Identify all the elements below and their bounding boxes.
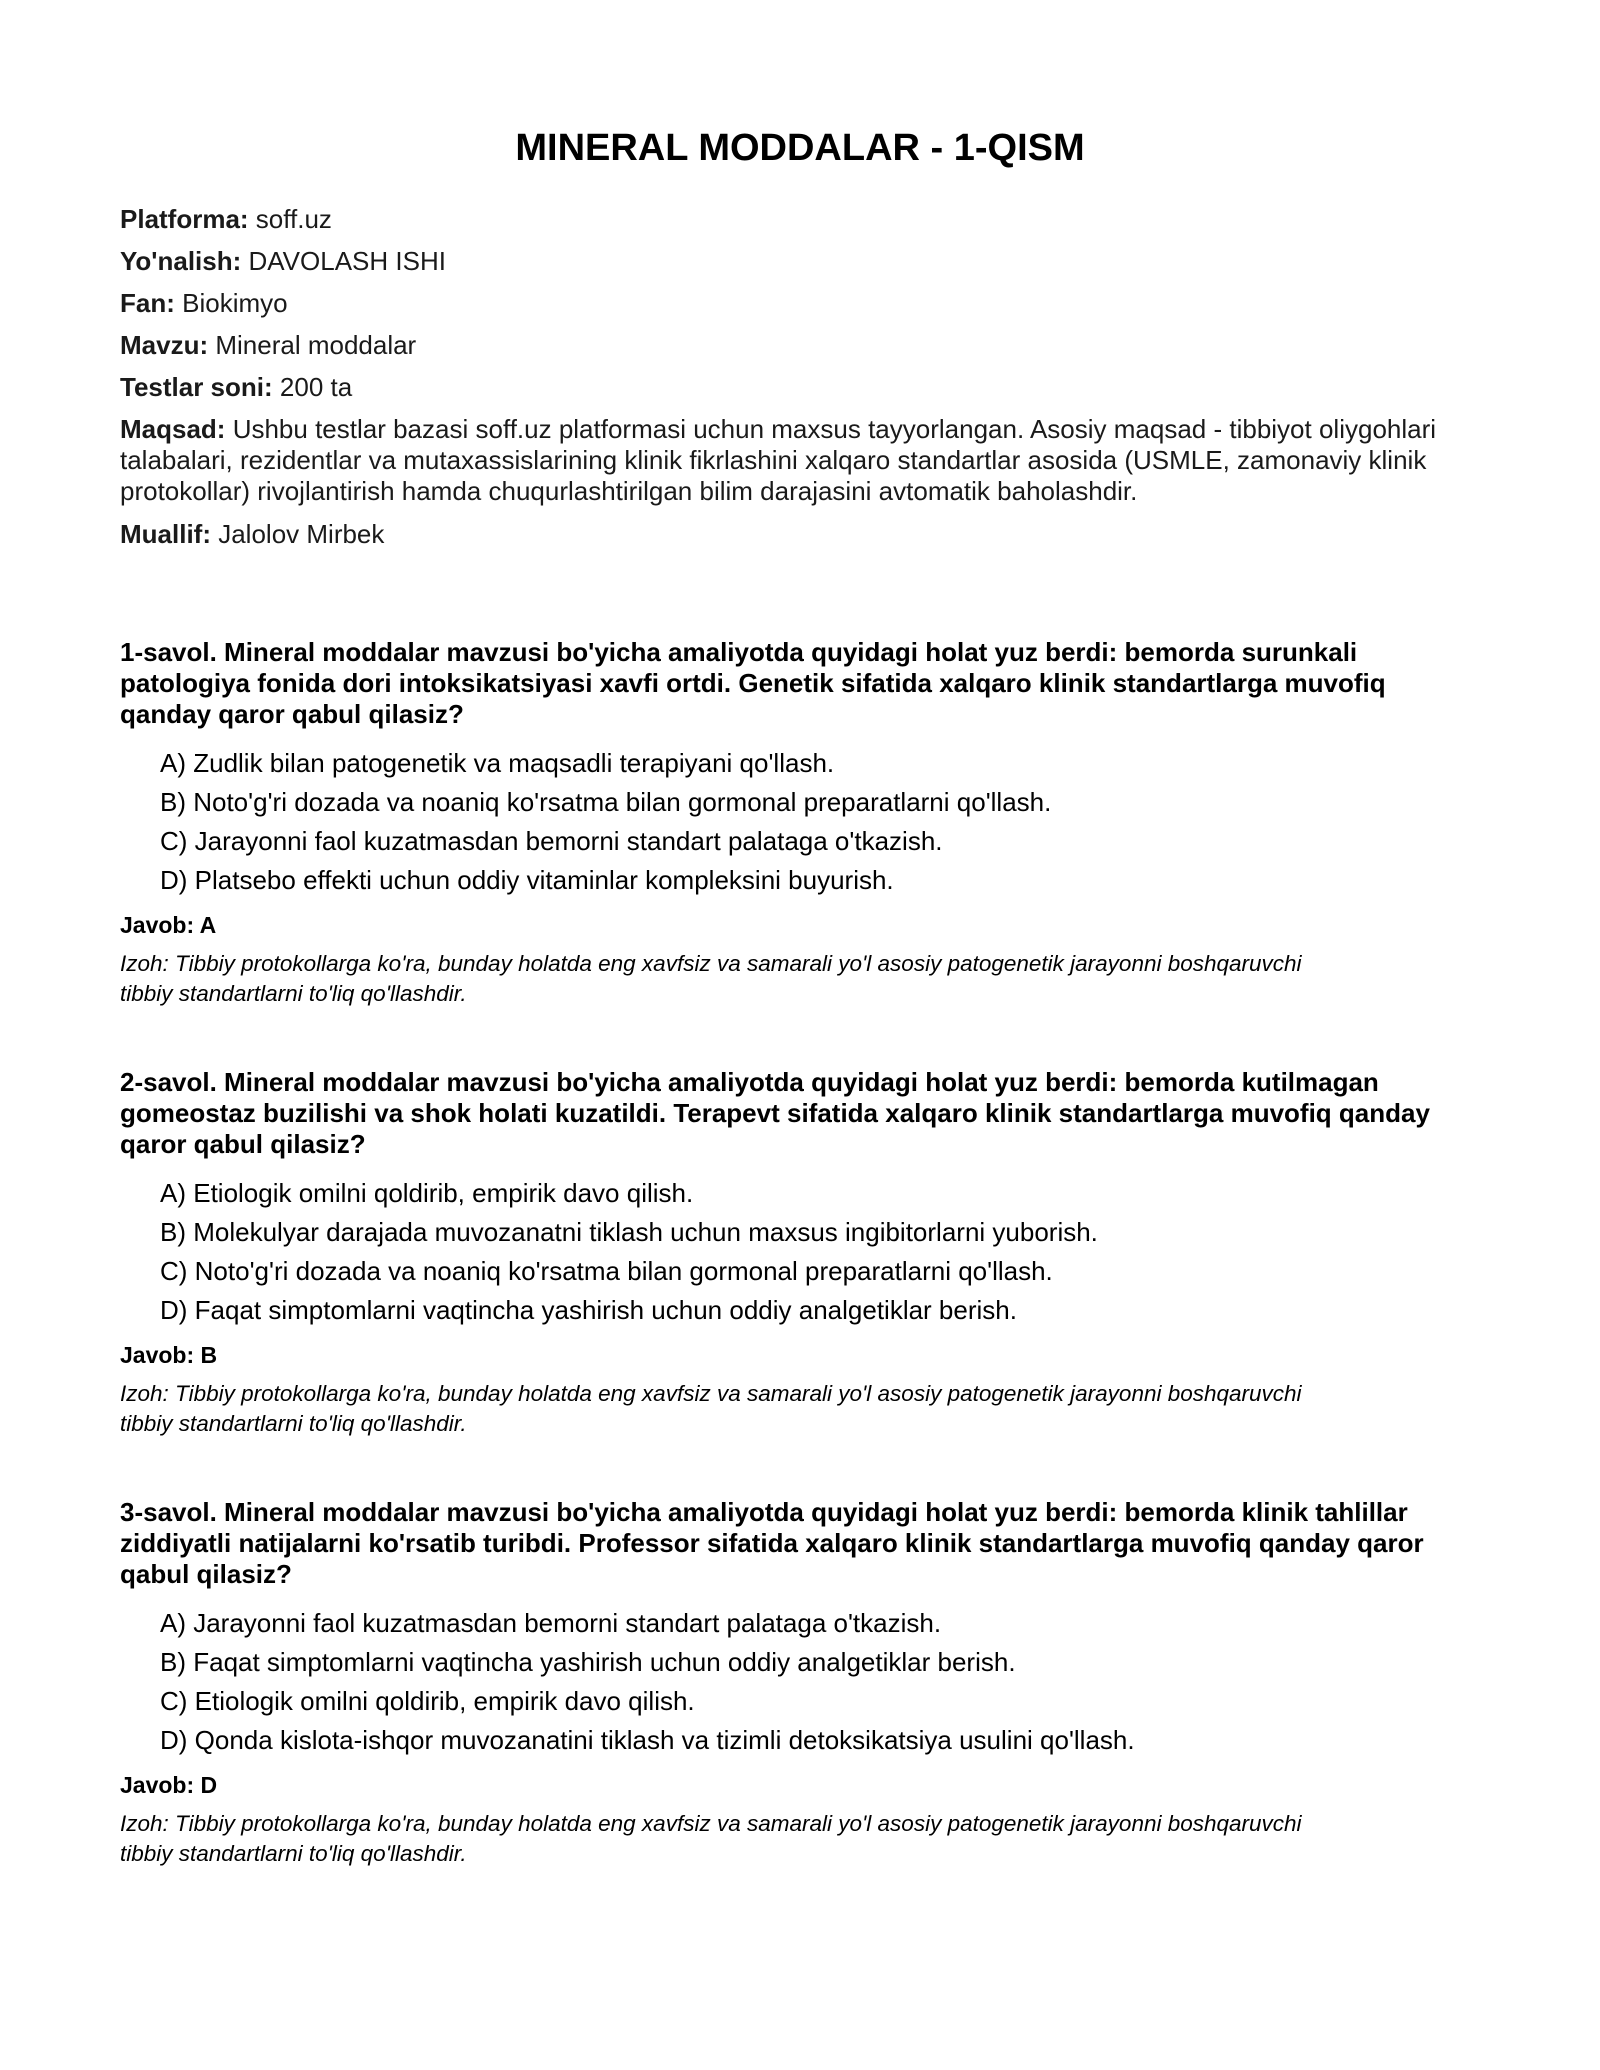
meta-value: DAVOLASH ISHI (241, 246, 446, 276)
meta-goal (120, 414, 1480, 507)
question-1 (120, 637, 1480, 1009)
meta-value: Ushbu testlar bazasi soff.uz platformasi uchun maxsus tayyorlangan. Asosiy maqsad - tibbiyot oliygohlari talabalari, rezidentlar va mutaxassislarining klinik fikrlashini xalqaro standartlar asosida (USMLE, zamonaviy klinik protokollar) rivojlantirish hamda chuqurlashtirilgan bilim darajasini avtomatik baholashdir. (120, 414, 1437, 506)
explanation-text: Izoh: Tibbiy protokollarga ko'ra, bunday holatda eng xavfsiz va samarali yo'l asosiy patogenetik jarayonni boshqaruvchi tibbiy standartlarni to'liq qo'llashdir. (120, 951, 1302, 1006)
meta-value: Biokimyo (174, 288, 288, 318)
options-list (120, 748, 1480, 895)
meta-key: Fan: (120, 288, 175, 318)
question-text: 1-savol. Mineral moddalar mavzusi bo'yicha amaliyotda quyidagi holat yuz berdi: bemorda surunkali patologiya fonida dori intoksikatsiyasi xavfi ortdi. Genetik sifatida xalqaro klinik standartlarga muvofiq qanday qaror qabul qilasiz? (120, 637, 1386, 729)
question-text: 2-savol. Mineral moddalar mavzusi bo'yicha amaliyotda quyidagi holat yuz berdi: bemorda kutilmagan gomeostaz buzilishi va shok holati kuzatildi. Terapevt sifatida xalqaro klinik standartlarga muvofiq qanday qaror qabul qilasiz? (120, 1067, 1430, 1159)
option-b: B) Molekulyar darajada muvozanatni tiklash uchun maxsus ingibitorlarni yuborish. (160, 1217, 1098, 1247)
option-a: A) Zudlik bilan patogenetik va maqsadli terapiyani qo'llash. (160, 748, 835, 778)
option-c: C) Jarayonni faol kuzatmasdan bemorni standart palataga o'tkazish. (160, 826, 943, 856)
question-2 (120, 1067, 1480, 1439)
meta-topic (120, 330, 1480, 360)
explanation-text: Izoh: Tibbiy protokollarga ko'ra, bunday holatda eng xavfsiz va samarali yo'l asosiy patogenetik jarayonni boshqaruvchi tibbiy standartlarni to'liq qo'llashdir. (120, 1811, 1302, 1866)
meta-value: 200 ta (272, 372, 353, 402)
document-title: MINERAL MODDALAR - 1-QISM (515, 127, 1085, 169)
meta-direction (120, 246, 1480, 276)
answer-label: Javob: B (120, 1342, 218, 1368)
meta-test-count (120, 372, 1480, 402)
options-list (120, 1608, 1480, 1755)
meta-subject (120, 288, 1480, 318)
meta-value: Mineral moddalar (208, 330, 417, 360)
meta-value: soff.uz (248, 204, 332, 234)
option-c: C) Noto'g'ri dozada va noaniq ko'rsatma bilan gormonal preparatlarni qo'llash. (160, 1256, 1053, 1286)
question-text: 3-savol. Mineral moddalar mavzusi bo'yicha amaliyotda quyidagi holat yuz berdi: bemorda klinik tahlillar ziddiyatli natijalarni ko'rsatib turibdi. Professor sifatida xalqaro klinik standartlarga muvofiq qanday qaror qabul qilasiz? (120, 1497, 1424, 1589)
option-a: A) Etiologik omilni qoldirib, empirik davo qilish. (160, 1178, 694, 1208)
option-d: D) Faqat simptomlarni vaqtincha yashirish uchun oddiy analgetiklar berish. (160, 1295, 1017, 1325)
option-c: C) Etiologik omilni qoldirib, empirik davo qilish. (160, 1686, 695, 1716)
option-b: B) Faqat simptomlarni vaqtincha yashirish uchun oddiy analgetiklar berish. (160, 1647, 1016, 1677)
option-d: D) Platsebo effekti uchun oddiy vitaminlar kompleksini buyurish. (160, 865, 894, 895)
answer-label: Javob: A (120, 912, 217, 938)
meta-value: Jalolov Mirbek (211, 519, 385, 549)
meta-platform (120, 204, 1480, 234)
option-b: B) Noto'g'ri dozada va noaniq ko'rsatma bilan gormonal preparatlarni qo'llash. (160, 787, 1052, 817)
meta-key: Platforma: (120, 204, 249, 234)
options-list (120, 1178, 1480, 1325)
question-3 (120, 1497, 1480, 1869)
option-d: D) Qonda kislota-ishqor muvozanatini tiklash va tizimli detoksikatsiya usulini qo'llash. (160, 1725, 1135, 1755)
meta-key: Mavzu: (120, 330, 209, 360)
explanation-text: Izoh: Tibbiy protokollarga ko'ra, bunday holatda eng xavfsiz va samarali yo'l asosiy patogenetik jarayonni boshqaruvchi tibbiy standartlarni to'liq qo'llashdir. (120, 1381, 1302, 1436)
meta-key: Testlar soni: (120, 372, 273, 402)
meta-author (120, 519, 1480, 549)
meta-key: Muallif: (120, 519, 211, 549)
option-a: A) Jarayonni faol kuzatmasdan bemorni standart palataga o'tkazish. (160, 1608, 942, 1638)
answer-label: Javob: D (120, 1772, 218, 1798)
meta-key: Yo'nalish: (120, 246, 242, 276)
metadata-block (120, 204, 1480, 549)
questions-list (120, 637, 1480, 1869)
meta-key: Maqsad: (120, 414, 226, 444)
